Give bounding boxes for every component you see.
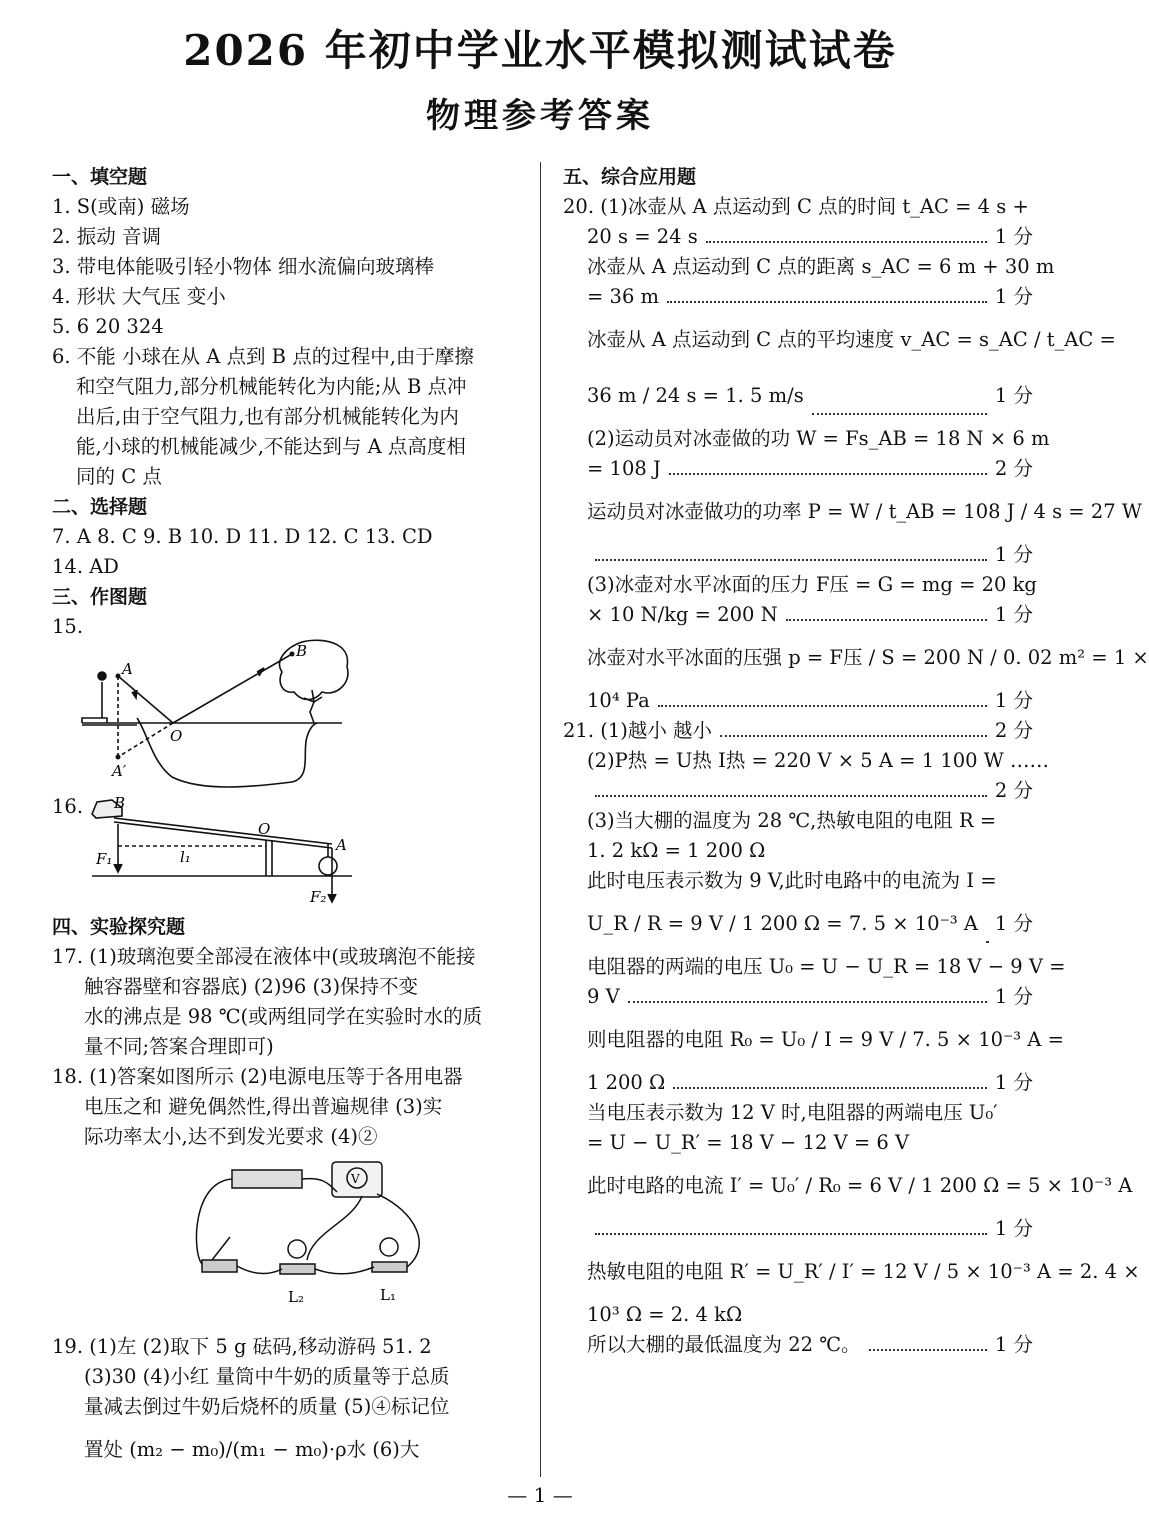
label-f2: F₂ xyxy=(310,888,327,906)
answer-text: 此时电压表示数为 9 V,此时电路中的电流为 I = xyxy=(587,869,997,892)
q21-line xyxy=(563,1098,1033,1128)
q21-line xyxy=(563,1300,1033,1330)
label-f1: F₁ xyxy=(96,850,113,868)
answer-q17-line: 量不同;答案合理即可) xyxy=(84,1035,274,1058)
right-column xyxy=(563,162,1149,1360)
leader-dots xyxy=(595,540,987,561)
answer-text: 20 s = 24 s xyxy=(587,225,698,248)
leader-dots xyxy=(706,222,987,243)
answer-text: 此时电路的电流 I′ = U₀′ / R₀ = 6 V / 1 200 Ω = 5 × 10⁻³ A xyxy=(587,1174,1133,1197)
section-application: 五、综合应用题 xyxy=(563,166,697,188)
answer-text: = U − U_R′ = 18 V − 12 V = 6 V xyxy=(587,1131,910,1154)
q20-line xyxy=(563,312,1116,368)
label-o: O xyxy=(258,820,271,838)
label-l2: L₂ xyxy=(288,1288,304,1306)
q21-line xyxy=(563,952,1066,982)
score: 1 分 xyxy=(994,689,1033,712)
answer-text: 9 V xyxy=(587,985,620,1008)
answer-q18-line: 电压之和 避免偶然性,得出普遍规律 (3)实 xyxy=(84,1095,443,1118)
answer-text: 所以大棚的最低温度为 22 ℃。 xyxy=(587,1333,861,1356)
answer-q6-line: 和空气阻力,部分机械能转化为内能;从 B 点冲 xyxy=(76,375,467,398)
reflection-diagram xyxy=(52,642,522,792)
answer-text: 1. 2 kΩ = 1 200 Ω xyxy=(587,839,766,862)
answer-text: (2)运动员对冰壶做的功 W = Fs_AB = 18 N × 6 m xyxy=(587,427,1050,450)
answer-q6-line: 能,小球的机械能减少,不能达到与 A 点高度相 xyxy=(76,435,466,458)
page-number: — 1 — xyxy=(507,1483,573,1507)
page-title: 2026 年初中学业水平模拟测试试卷 xyxy=(183,26,897,75)
q21-line xyxy=(563,866,1033,896)
leader-dots xyxy=(869,1330,987,1351)
q21-line xyxy=(563,1244,1140,1300)
q21-line xyxy=(563,776,1033,806)
answer-q15: 15. xyxy=(52,615,84,638)
column-divider xyxy=(540,162,541,1477)
q21-line xyxy=(563,1158,1133,1214)
answer-q21 xyxy=(563,716,1140,1360)
score: 1 分 xyxy=(994,543,1033,566)
leader-dots xyxy=(812,368,987,415)
label-o: O xyxy=(170,727,183,745)
score: 2 分 xyxy=(994,719,1033,742)
q21-line xyxy=(563,836,1033,866)
leader-dots xyxy=(595,776,987,797)
score: 1 分 xyxy=(994,225,1033,248)
q20-line xyxy=(563,454,1033,484)
q20-line xyxy=(563,600,1033,630)
leader-dots xyxy=(986,896,987,943)
score: 2 分 xyxy=(994,457,1033,480)
score: 1 分 xyxy=(994,285,1033,308)
label-a: A xyxy=(122,660,133,678)
lever-diagram xyxy=(52,794,522,904)
answer-text: 冰壶从 A 点运动到 C 点的距离 s_AC = 6 m + 30 m xyxy=(587,255,1055,278)
answer-text: 21. (1)越小 越小 xyxy=(563,719,713,742)
answer-q6-line: 出后,由于空气阻力,也有部分机械能转化为内 xyxy=(76,405,459,428)
answer-text: (2)P热 = U热 I热 = 220 V × 5 A = 1 100 W …… xyxy=(587,749,1049,772)
label-l1: l₁ xyxy=(180,848,191,866)
score: 1 分 xyxy=(994,912,1033,935)
answer-text: 10³ Ω = 2. 4 kΩ xyxy=(587,1303,743,1326)
answer-q14: 14. AD xyxy=(52,555,119,578)
section-choice: 二、选择题 xyxy=(52,496,148,518)
circuit-diagram xyxy=(52,1152,522,1332)
q21-line xyxy=(563,1128,1033,1158)
q20-line xyxy=(563,368,1033,424)
answer-text: 运动员对冰壶做功的功率 P = W / t_AB = 108 J / 4 s = 27 W xyxy=(587,500,1142,523)
answer-q5: 5. 6 20 324 xyxy=(52,315,164,338)
score: 1 分 xyxy=(994,1217,1033,1240)
score: 1 分 xyxy=(994,384,1033,407)
q21-line xyxy=(563,1068,1033,1098)
score: 2 分 xyxy=(994,779,1033,802)
leader-dots xyxy=(786,600,987,621)
answer-q17-line: 水的沸点是 98 ℃(或两组同学在实验时水的质 xyxy=(84,1005,483,1028)
answer-q6-line: 同的 C 点 xyxy=(76,465,162,488)
leader-dots xyxy=(667,282,987,303)
label-a: A xyxy=(336,836,347,854)
answer-text: 当电压表示数为 12 V 时,电阻器的两端电压 U₀′ xyxy=(587,1101,998,1124)
leader-dots xyxy=(720,716,987,737)
answer-q1: 1. S(或南) 磁场 xyxy=(52,195,190,218)
score: 1 分 xyxy=(994,603,1033,626)
score: 1 分 xyxy=(994,1071,1033,1094)
section-experiment: 四、实验探究题 xyxy=(52,916,186,938)
answer-text: 冰壶对水平冰面的压强 p = F压 / S = 200 N / 0. 02 m² = 1 × xyxy=(587,646,1149,669)
q21-line xyxy=(563,1330,1033,1360)
left-column xyxy=(52,162,522,1478)
q20-line xyxy=(563,424,1050,454)
q21-line xyxy=(563,746,1049,776)
q20-line xyxy=(563,570,1037,600)
answer-text: 36 m / 24 s = 1. 5 m/s xyxy=(587,384,804,407)
answer-text: 电阻器的两端的电压 U₀ = U − U_R = 18 V − 9 V = xyxy=(587,955,1066,978)
page-subtitle: 物理参考答案 xyxy=(426,96,654,136)
answer-q7-13: 7. A 8. C 9. B 10. D 11. D 12. C 13. CD xyxy=(52,525,433,548)
answer-text: = 108 J xyxy=(587,457,661,480)
answer-q16: 16. xyxy=(52,795,84,818)
answer-text: 则电阻器的电阻 R₀ = U₀ / I = 9 V / 7. 5 × 10⁻³ A = xyxy=(587,1028,1064,1051)
answer-text: 冰壶从 A 点运动到 C 点的平均速度 v_AC = s_AC / t_AC = xyxy=(587,328,1116,351)
leader-dots xyxy=(658,686,987,707)
leader-dots xyxy=(669,454,987,475)
label-b: B xyxy=(114,794,126,812)
q20-line xyxy=(563,222,1033,252)
answer-text: × 10 N/kg = 200 N xyxy=(587,603,778,626)
answer-q19: 19. (1)左 (2)取下 5 g 砝码,移动游码 51. 2 xyxy=(52,1335,432,1358)
answer-q17: 17. (1)玻璃泡要全部浸在液体中(或玻璃泡不能接 xyxy=(52,945,476,968)
answer-q19-line: (3)30 (4)小红 量筒中牛奶的质量等于总质 xyxy=(84,1365,450,1388)
answer-q17-line: 触容器壁和容器底) (2)96 (3)保持不变 xyxy=(84,975,419,998)
leader-dots xyxy=(628,982,987,1003)
q21-line xyxy=(563,716,1033,746)
q20-line xyxy=(563,686,1033,716)
q20-line xyxy=(563,540,1033,570)
answer-q19-line: 置处 (m₂ − m₀)/(m₁ − m₀)·ρ水 (6)大 xyxy=(84,1438,420,1461)
answer-q3: 3. 带电体能吸引轻小物体 细水流偏向玻璃棒 xyxy=(52,255,435,278)
q21-line xyxy=(563,806,1033,836)
leader-dots xyxy=(673,1068,987,1089)
answer-q2: 2. 振动 音调 xyxy=(52,225,162,248)
answer-text: (3)冰壶对水平冰面的压力 F压 = G = mg = 20 kg xyxy=(587,573,1037,596)
answer-q19-line: 量减去倒过牛奶后烧杯的质量 (5)④标记位 xyxy=(84,1395,450,1418)
answer-text: 20. (1)冰壶从 A 点运动到 C 点的时间 t_AC = 4 s + xyxy=(563,195,1029,218)
score: 1 分 xyxy=(994,1333,1033,1356)
q20-line xyxy=(563,484,1142,540)
section-fill-blank: 一、填空题 xyxy=(52,166,148,188)
answer-text: 10⁴ Pa xyxy=(587,689,650,712)
answer-text: (3)当大棚的温度为 28 ℃,热敏电阻的电阻 R = xyxy=(587,809,997,832)
q20-line xyxy=(563,252,1055,282)
answer-text: U_R / R = 9 V / 1 200 Ω = 7. 5 × 10⁻³ A xyxy=(587,912,978,935)
label-b: B xyxy=(296,642,308,660)
q21-line xyxy=(563,982,1033,1012)
q20-line xyxy=(563,630,1149,686)
answer-q18: 18. (1)答案如图所示 (2)电源电压等于各用电器 xyxy=(52,1065,463,1088)
q21-line xyxy=(563,1214,1033,1244)
answer-q18-line: 际功率太小,达不到发光要求 (4)② xyxy=(84,1125,378,1148)
label-l1: L₁ xyxy=(380,1286,396,1304)
answer-text: 热敏电阻的电阻 R′ = U_R′ / I′ = 12 V / 5 × 10⁻³ A = 2. 4 × xyxy=(587,1260,1140,1283)
q20-line xyxy=(563,282,1033,312)
answer-q6: 6. 不能 小球在从 A 点到 B 点的过程中,由于摩擦 xyxy=(52,345,474,368)
answer-text: = 36 m xyxy=(587,285,660,308)
q21-line xyxy=(563,1012,1064,1068)
q21-line xyxy=(563,896,1033,952)
section-drawing: 三、作图题 xyxy=(52,586,148,608)
leader-dots xyxy=(595,1214,987,1235)
voltmeter-label: V xyxy=(351,1172,360,1186)
q20-line xyxy=(563,192,1033,222)
score: 1 分 xyxy=(994,985,1033,1008)
answer-text: 1 200 Ω xyxy=(587,1071,666,1094)
label-a-image: A′ xyxy=(112,762,127,780)
answer-q4: 4. 形状 大气压 变小 xyxy=(52,285,226,308)
answer-q20 xyxy=(563,192,1149,716)
